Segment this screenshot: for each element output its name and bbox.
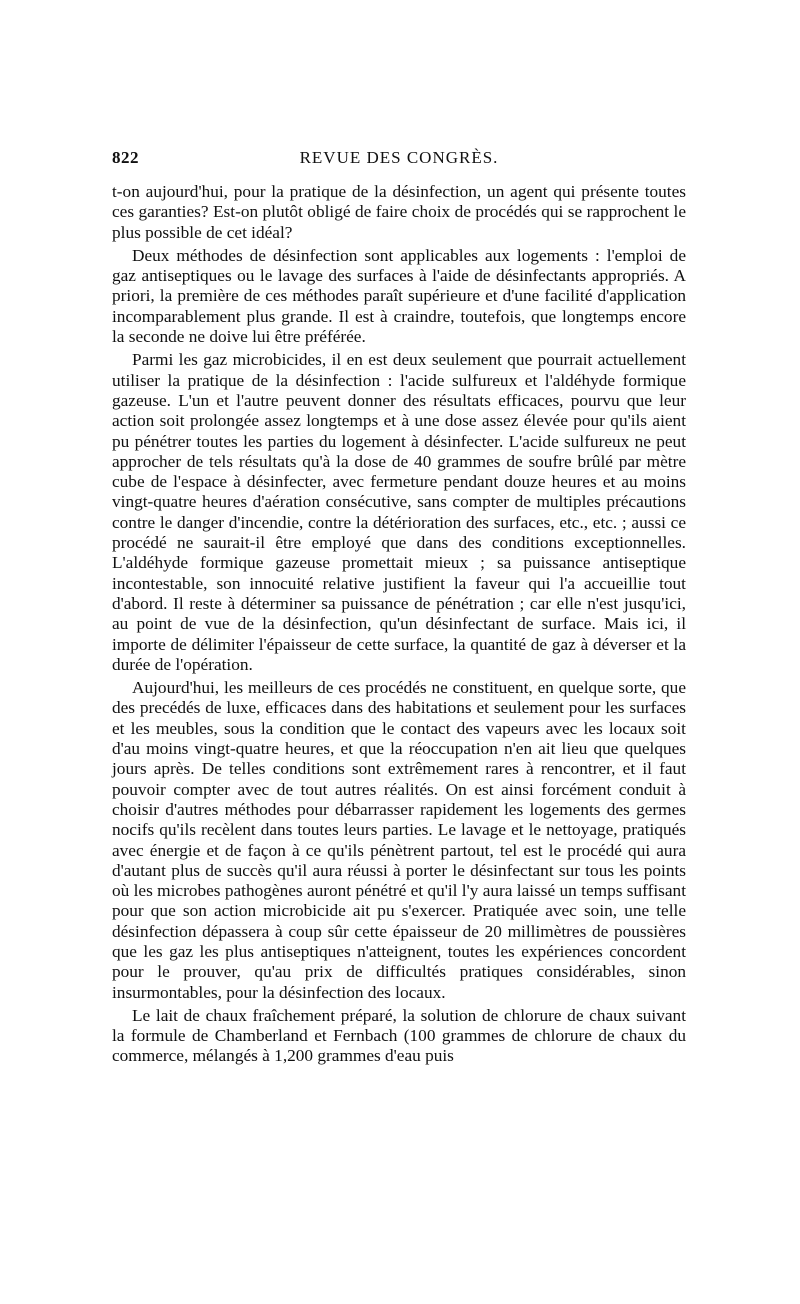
body-text [112,182,686,1067]
paragraph: Parmi les gaz microbicides, il en est deux seulement que pourrait actuellement utiliser la pratique de la désinfection : l'acide sulfureux et l'aldéhyde formique gazeuse. L'un et l'autre peuvent donner des résultats efficaces, pourvu que leur action soit prolongée assez longtemps et à une dose assez élevée pour qu'ils aient pu pénétrer toutes les parties du logement à désinfecter. L'acide sulfureux ne peut approcher de tels résultats qu'à la dose de 40 grammes de soufre brûlé par mètre cube de l'espace à désinfecter, avec fermeture pendant douze heures et au moins vingt-quatre heures d'aération consécutive, sans compter de multiples précautions contre le danger d'incendie, contre la détérioration des surfaces, etc., etc. ; aussi ce procédé ne saurait-il être employé que dans des conditions exceptionnelles. L'aldéhyde formique gazeuse promettait mieux ; sa puissance antiseptique incontestable, son innocuité relative justifient la faveur qui l'a accueillie tout d'abord. Il reste à déterminer sa puissance de pénétration ; car elle n'est jusqu'ici, au point de vue de la désinfection, qu'un désinfectant de surface. Mais ici, il importe de délimiter l'épaisseur de cette surface, la quantité de gaz à déverser et la durée de l'opération. [112,350,686,674]
running-title: REVUE DES CONGRÈS. [299,148,499,167]
paragraph: Le lait de chaux fraîchement préparé, la solution de chlorure de chaux suivant la formule de Chamberland et Fernbach (100 grammes de chlorure de chaux du commerce, mélangés à 1,200 grammes d'eau puis [112,1005,686,1066]
paragraph: Deux méthodes de désinfection sont applicables aux logements : l'emploi de gaz antiseptiques ou le lavage des surfaces à l'aide de désinfectants appropriés. A priori, la première de ces méthodes paraît supérieure et d'une facilité d'application incomparablement plus grande. Il est à craindre, toutefois, que longtemps encore la seconde ne doive lui être préférée. [112,245,686,347]
paragraph: Aujourd'hui, les meilleurs de ces procédés ne constituent, en quelque sorte, que des precédés de luxe, efficaces dans des habitations et seulement pour les surfaces et les meubles, sous la condition que le contact des vapeurs avec les locaux soit d'au moins vingt-quatre heures, et que la réoccupation n'en ait lieu que quelques jours après. De telles conditions sont extrêmement rares à rencontrer, et il faut pouvoir compter avec de tout autres réalités. On est ainsi forcément conduit à choisir d'autres méthodes pour débarrasser rapidement les logements des germes nocifs qu'ils recèlent dans toutes leurs parties. Le lavage et le nettoyage, pratiqués avec énergie et de façon à ce qu'ils pénètrent partout, tel est le procédé qui aura d'autant plus de succès qu'il aura réussi à porter le désinfectant sur tous les points où les microbes pathogènes auront pénétré et qu'il l'y aura laissé un temps suffisant pour que son action microbicide ait pu s'exercer. Pratiquée avec soin, une telle désinfection dépassera à coup sûr cette épaisseur de 20 millimètres de poussières que les gaz les plus antiseptiques n'atteignent, toutes les expériences concordent pour le prouver, qu'au prix de difficultés pratiques considérables, sinon insurmontables, pour la désinfection des locaux. [112,678,686,1002]
book-page [112,148,686,1067]
page-header [112,148,686,170]
page-number: 822 [112,148,139,167]
paragraph: t-on aujourd'hui, pour la pratique de la désinfection, un agent qui présente toutes ces garanties? Est-on plutôt obligé de faire choix de procédés qui se rapprochent le plus possible de cet idéal? [112,182,686,242]
